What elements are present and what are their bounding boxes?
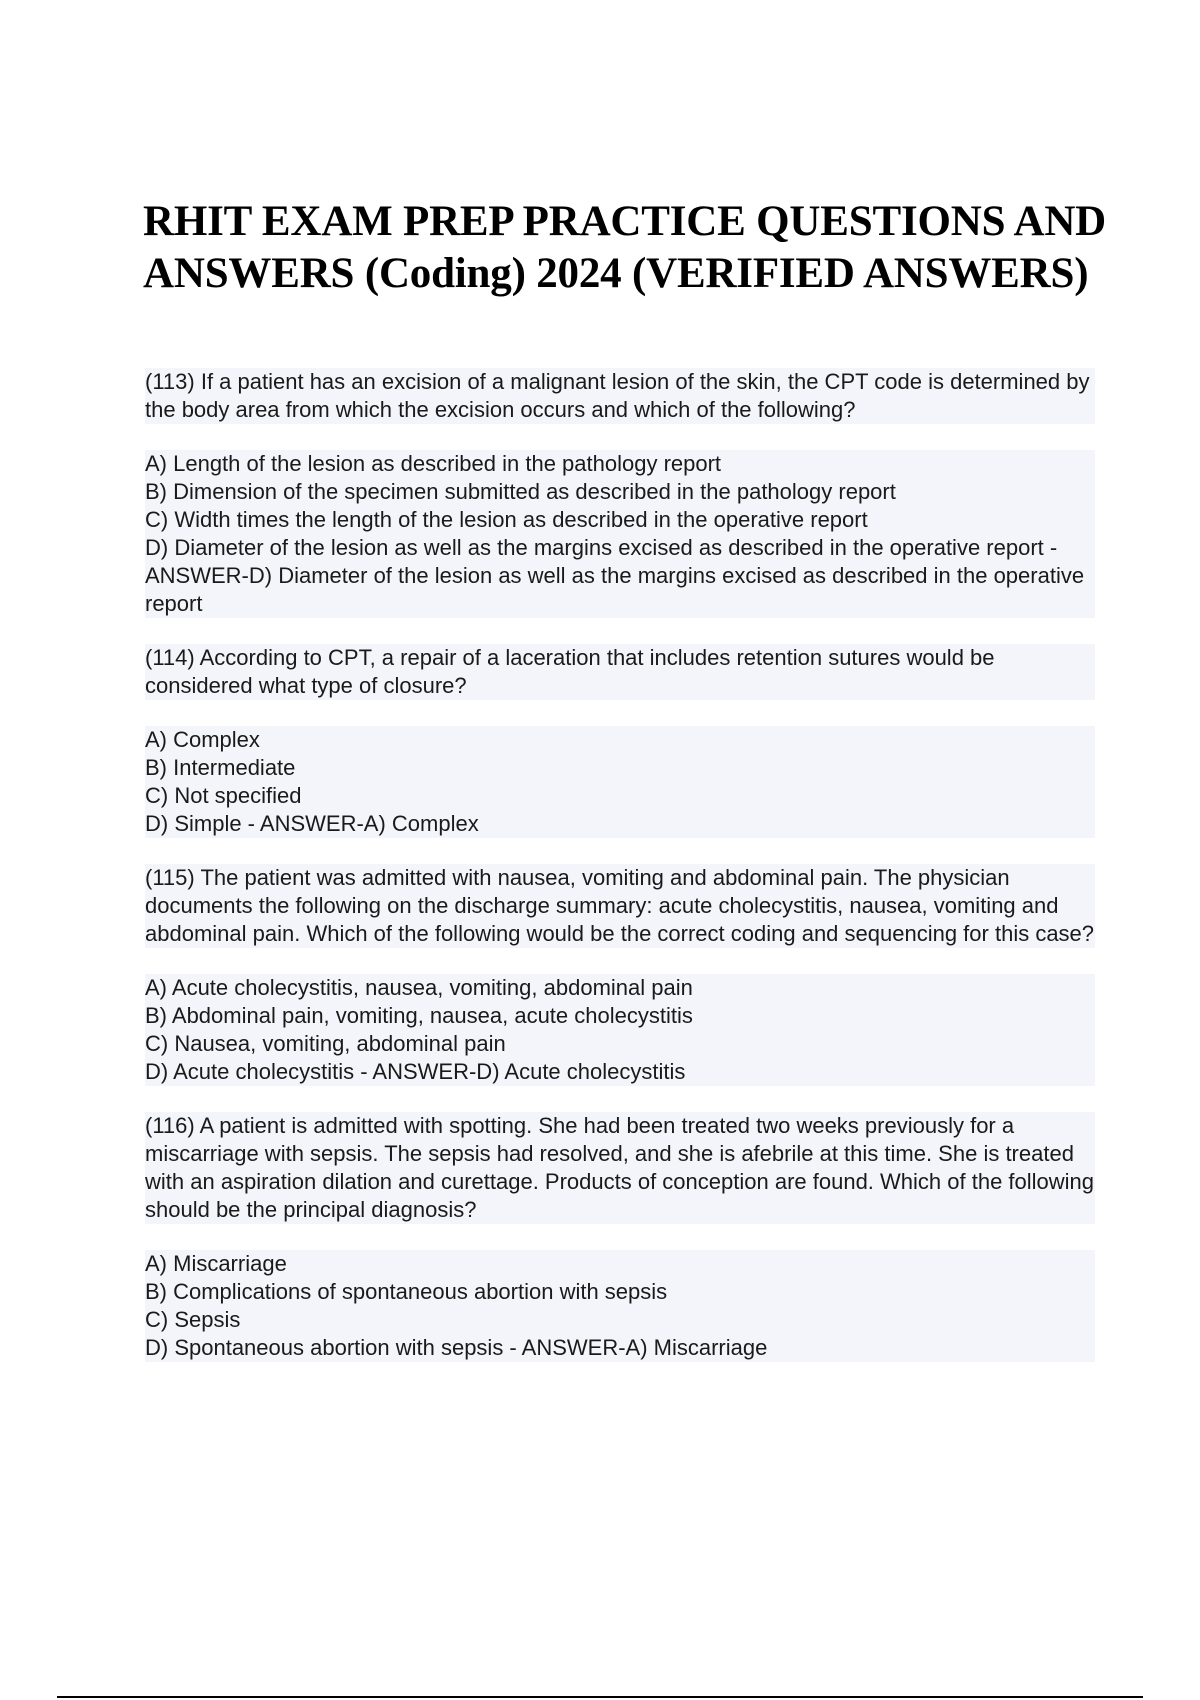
question-text: (113) If a patient has an excision of a malignant lesion of the skin, the CPT code is determined by the body area from which the excision occurs and which of the following? bbox=[145, 368, 1095, 424]
option-d-with-answer: D) Acute cholecystitis - ANSWER-D) Acute cholecystitis bbox=[145, 1058, 1095, 1086]
option-b: B) Dimension of the specimen submitted as described in the pathology report bbox=[145, 478, 1095, 506]
option-b: B) Abdominal pain, vomiting, nausea, acute cholecystitis bbox=[145, 1002, 1095, 1030]
option-c: C) Nausea, vomiting, abdominal pain bbox=[145, 1030, 1095, 1058]
question-116 bbox=[145, 1112, 1095, 1362]
option-a: A) Miscarriage bbox=[145, 1250, 1095, 1278]
option-b: B) Intermediate bbox=[145, 754, 1095, 782]
option-c: C) Not specified bbox=[145, 782, 1095, 810]
question-text: (114) According to CPT, a repair of a laceration that includes retention sutures would be considered what type of closure? bbox=[145, 644, 1095, 700]
option-a: A) Acute cholecystitis, nausea, vomiting, abdominal pain bbox=[145, 974, 1095, 1002]
question-list bbox=[145, 368, 1095, 1388]
option-d-with-answer: D) Simple - ANSWER-A) Complex bbox=[145, 810, 1095, 838]
question-115 bbox=[145, 864, 1095, 1086]
answer-options bbox=[145, 726, 1095, 838]
question-114 bbox=[145, 644, 1095, 838]
question-text: (115) The patient was admitted with nausea, vomiting and abdominal pain. The physician documents the following on the discharge summary: acute cholecystitis, nausea, vomiting and abdominal pain. Which of the following would be the correct coding and sequencing for this case? bbox=[145, 865, 1095, 946]
option-d-with-answer: D) Diameter of the lesion as well as the margins excised as described in the operative report - ANSWER-D) Diameter of the lesion as well as the margins excised as described in the operative report bbox=[145, 534, 1095, 618]
option-c: C) Width times the length of the lesion as described in the operative report bbox=[145, 506, 1095, 534]
answer-options bbox=[145, 974, 1095, 1086]
document-title: RHIT EXAM PREP PRACTICE QUESTIONS AND ANSWERS (Coding) 2024 (VERIFIED ANSWERS) bbox=[143, 198, 1107, 297]
option-a: A) Complex bbox=[145, 726, 1095, 754]
answer-options bbox=[145, 1250, 1095, 1362]
option-c: C) Sepsis bbox=[145, 1306, 1095, 1334]
question-113 bbox=[145, 368, 1095, 618]
option-d-with-answer: D) Spontaneous abortion with sepsis - ANSWER-A) Miscarriage bbox=[145, 1334, 1095, 1362]
option-b: B) Complications of spontaneous abortion with sepsis bbox=[145, 1278, 1095, 1306]
option-a: A) Length of the lesion as described in the pathology report bbox=[145, 450, 1095, 478]
question-text: (116) A patient is admitted with spotting. She had been treated two weeks previously for a miscarriage with sepsis. The sepsis had resolved, and she is afebrile at this time. She is treated with an aspiration dilation and curettage. Products of conception are found. Which of the following should be the principal diagnosis? bbox=[145, 1113, 1095, 1222]
footer-divider bbox=[57, 1696, 1143, 1698]
answer-options bbox=[145, 450, 1095, 618]
